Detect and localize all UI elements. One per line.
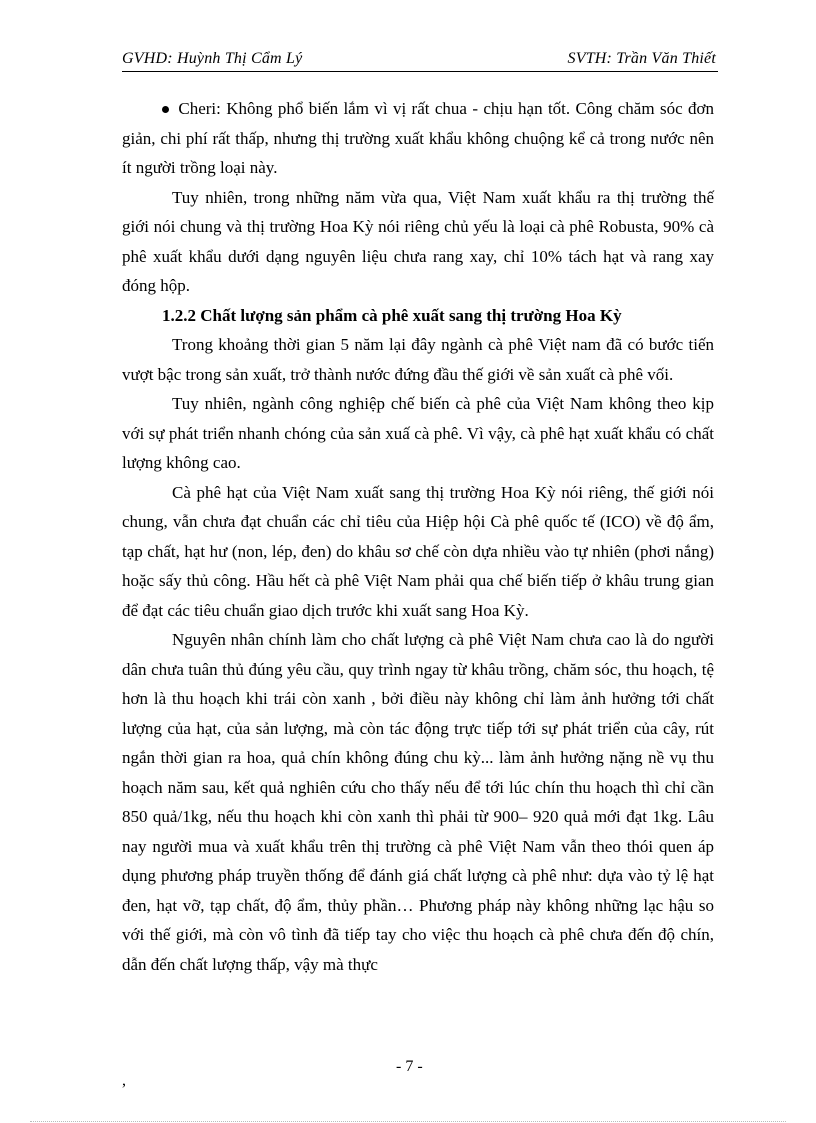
bullet-icon	[162, 106, 169, 113]
paragraph-4: Cà phê hạt của Việt Nam xuất sang thị trường Hoa Kỳ nói riêng, thế giới nói chung, vẫn chưa đạt chuẩn các chỉ tiêu của Hiệp hội Cà phê quốc tế (ICO) về độ ẩm, tạp chất, hạt hư (non, lép, đen) do khâu sơ chế còn dựa nhiều vào tự nhiên (phơi nắng) hoặc sấy thủ công. Hầu hết cà phê Việt Nam phải qua chế biến tiếp ở khâu trung gian để đạt các tiêu chuẩn giao dịch trước khi xuất sang Hoa Kỳ.	[122, 482, 714, 620]
paragraph-3: Tuy nhiên, ngành công nghiệp chế biến cà phê của Việt Nam không theo kịp với sự phát triển nhanh chóng của sản xuấ cà phê. Vì vậy, cà phê hạt xuất khẩu có chất lượng không cao.	[122, 394, 714, 472]
header-student: SVTH: Trần Văn Thiết	[567, 50, 716, 67]
header-supervisor: GVHD: Huỳnh Thị Cẩm Lý	[122, 50, 303, 67]
page-bottom-border	[30, 1121, 786, 1122]
bullet-paragraph	[122, 94, 714, 183]
paragraph-2: Trong khoảng thời gian 5 năm lại đây ngành cà phê Việt nam đã có bước tiến vượt bậc trong sản xuất, trở thành nước đứng đầu thế giới về sản xuất cà phê vối.	[122, 335, 714, 384]
page-header	[122, 50, 716, 70]
paragraph-5: Nguyên nhân chính làm cho chất lượng cà phê Việt Nam chưa cao là do người dân chưa tuân thủ đúng yêu cầu, quy trình ngay từ khâu trồng, chăm sóc, thu hoạch, tệ hơn là thu hoạch khi trái còn xanh , bởi điều này không chỉ làm ảnh hưởng tới chất lượng của hạt, của sản lượng, mà còn tác động trực tiếp tới sự phát triển của cây, rút ngắn thời gian ra hoa, quả chín không đúng chu kỳ... làm ảnh hưởng nặng nề vụ thu hoạch năm sau, kết quả nghiên cứu cho thấy nếu để tới lúc chín thu hoạch thì chỉ cần 850 quả/1kg, nếu thu hoạch khi còn xanh thì phải từ 900– 920 quả mới đạt 1kg. Lâu nay người mua và xuất khẩu trên thị trường cà phê Việt Nam vẫn theo thói quen áp dụng phương pháp truyền thống để đánh giá chất lượng cà phê như: dựa vào tỷ lệ hạt đen, hạt vỡ, tạp chất, độ ẩm, thủy phần… Phương pháp này không những lạc hậu so với thế giới, mà còn vô tình đã tiếp tay cho việc thu hoạch cà phê chưa đến độ chín, dẫn đến chất lượng thấp, vậy mà thực	[122, 630, 714, 974]
body-text	[122, 94, 714, 979]
page-number: - 7 -	[396, 1058, 423, 1075]
bullet-text: Cheri: Không phổ biến lắm vì vị rất chua - chịu hạn tốt. Công chăm sóc đơn giản, chi phí rất thấp, nhưng thị trường xuất khẩu không chuộng kể cả trong nước nên ít người trồng loại này.	[122, 99, 714, 177]
header-divider	[122, 71, 718, 72]
paragraph-1: Tuy nhiên, trong những năm vừa qua, Việt Nam xuất khẩu ra thị trường thế giới nói chung và thị trường Hoa Kỳ nói riêng chủ yếu là loại cà phê Robusta, 90% cà phê xuất khẩu dưới dạng nguyên liệu chưa rang xay, chỉ 10% tách hạt và rang xay đóng hộp.	[122, 187, 714, 295]
footer-mark: ,	[122, 1072, 126, 1089]
section-heading: 1.2.2 Chất lượng sản phẩm cà phê xuất sang thị trường Hoa Kỳ	[162, 305, 622, 325]
